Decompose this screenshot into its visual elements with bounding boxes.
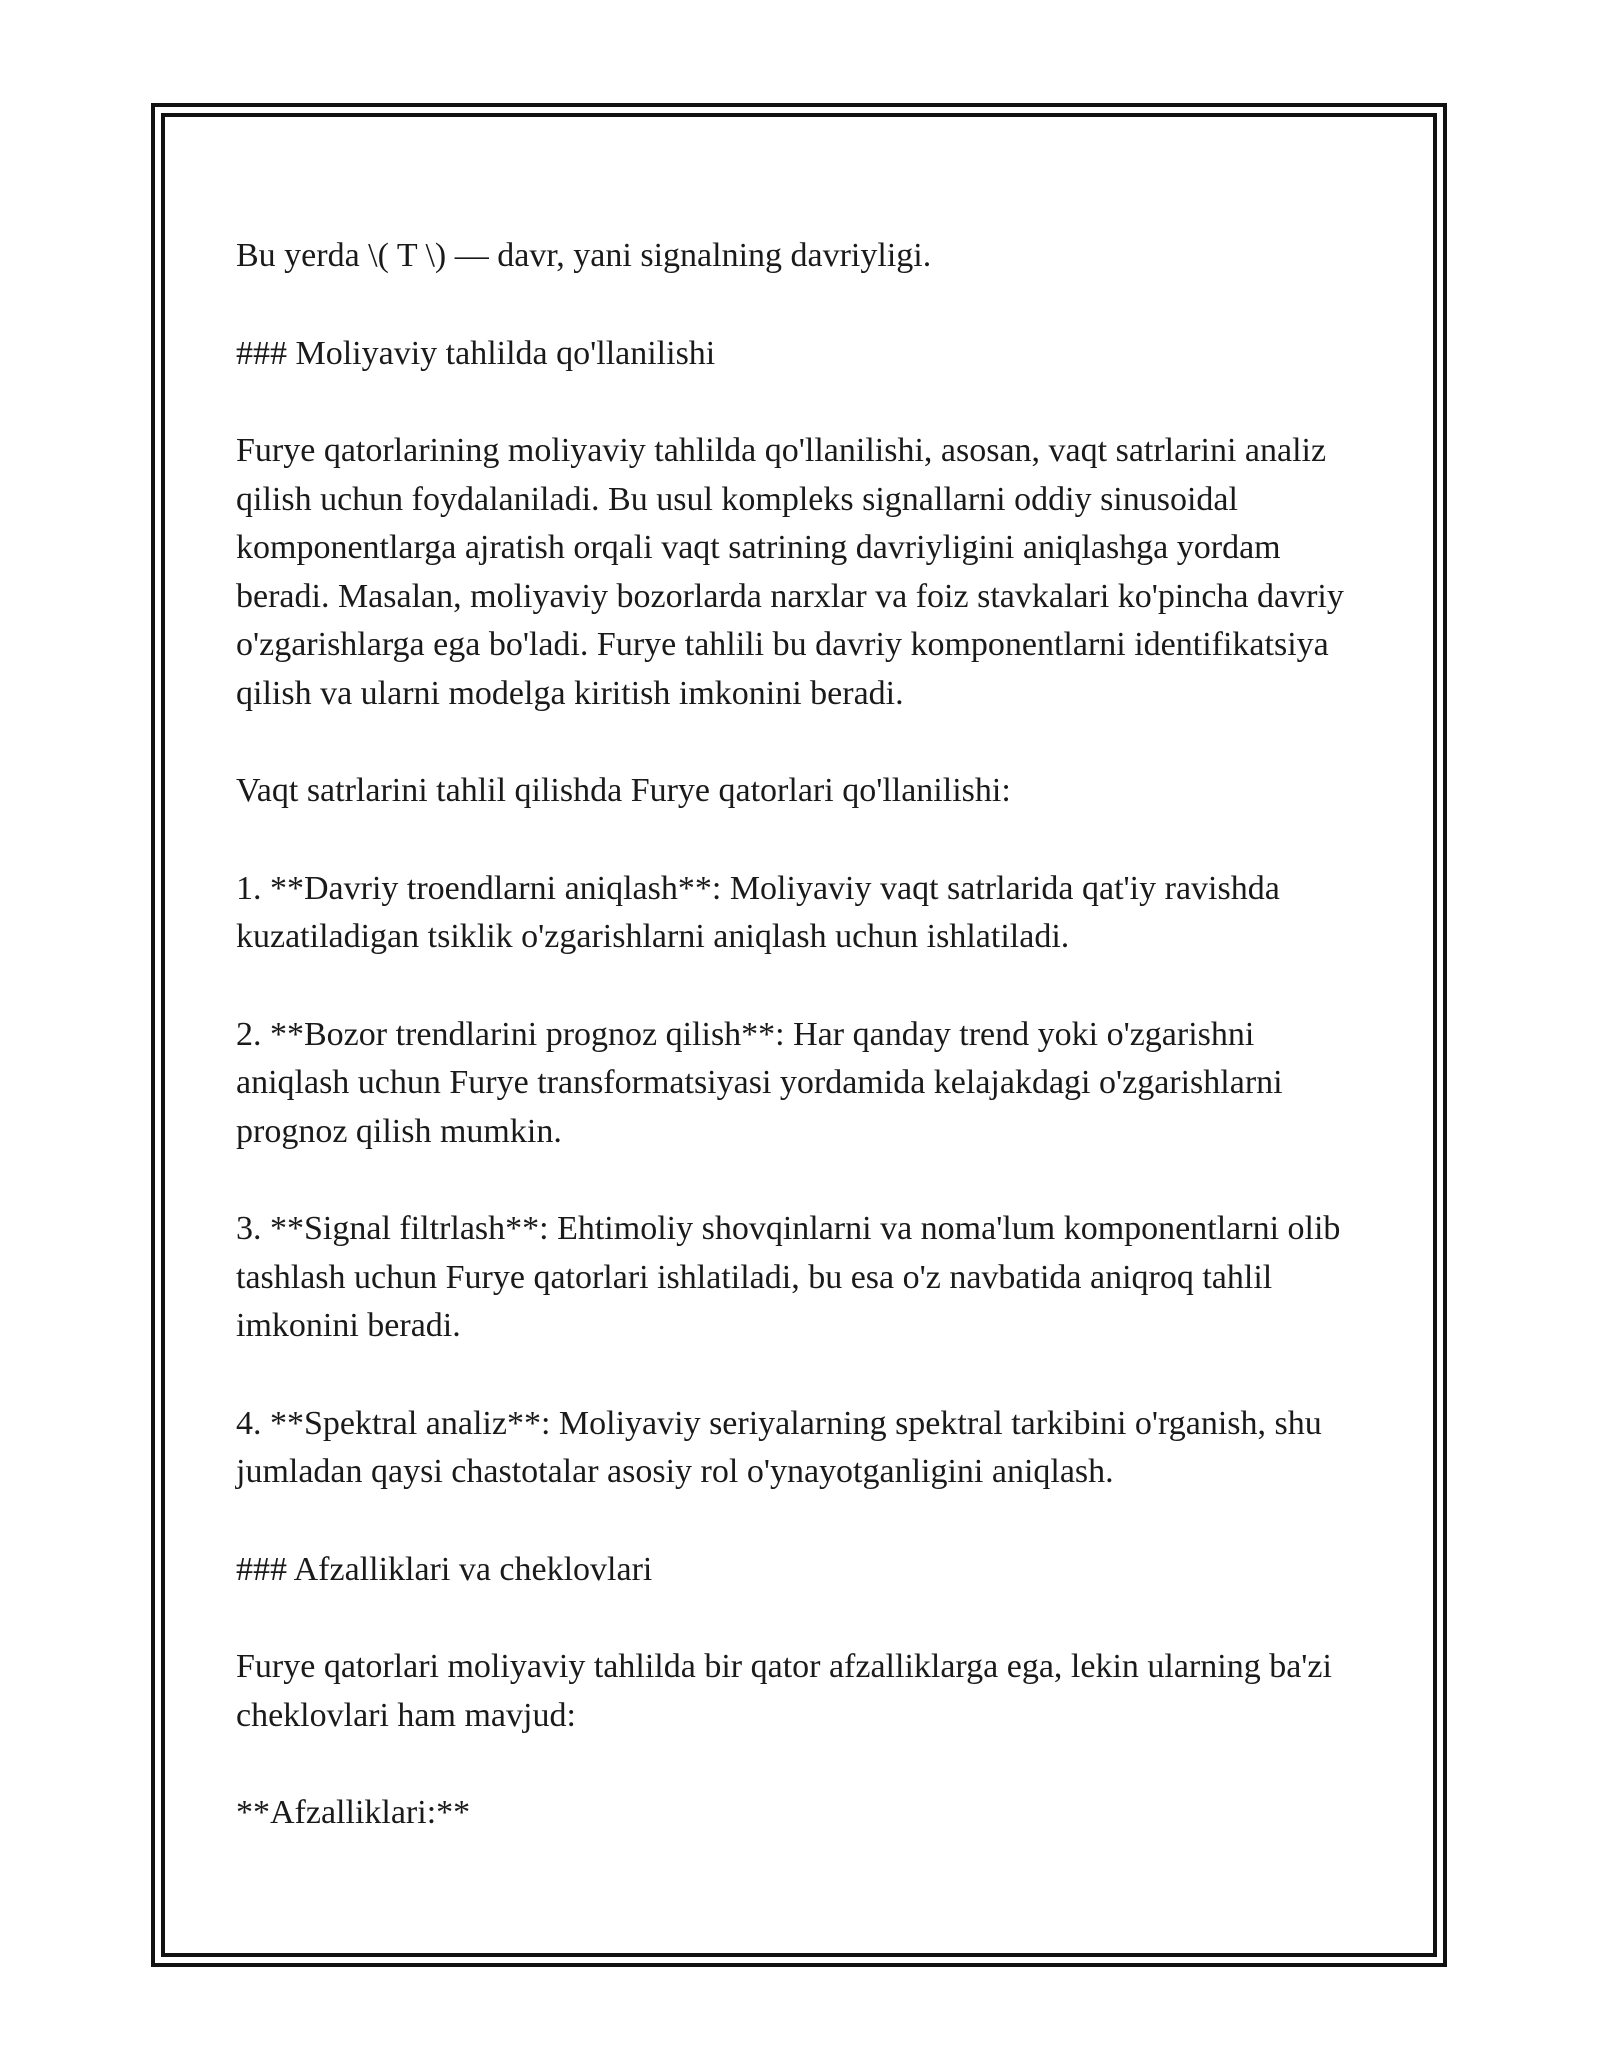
paragraph-time-series-intro: Vaqt satrlarini tahlil qilishda Furye qatorlari qo'llanilishi: — [236, 772, 1011, 809]
heading-financial-application: ### Moliyaviy tahlilda qo'llanilishi — [236, 334, 716, 372]
list-item-1: 1. **Davriy troendlarni aniqlash**: Moliyaviy vaqt satrlarida qat'iy ravishda kuzatiladigan tsiklik o'zgarishlarni aniqlash uchun ishlatiladi. — [236, 869, 1280, 955]
list-item-3: 3. **Signal filtrlash**: Ehtimoliy shovqinlarni va noma'lum komponentlarni olib tashlash uchun Furye qatorlari ishlatiladi, bu esa o'z navbatida aniqroq tahlil imkonini beradi. — [236, 1210, 1341, 1344]
list-item-2: 2. **Bozor trendlarini prognoz qilish**: Har qanday trend yoki o'zgarishni aniqlash uchun Furye transformatsiyasi yordamida kelajakdagi o'zgarishlarni prognoz qilish mumkin. — [236, 1015, 1283, 1150]
paragraph-period-definition: Bu yerda \( T \) — davr, yani signalning davriyligi. — [236, 237, 932, 274]
heading-advantages-limitations: ### Afzalliklari va cheklovlari — [236, 1550, 653, 1588]
document-body — [236, 232, 1366, 1838]
list-item-4: 4. **Spektral analiz**: Moliyaviy seriyalarning spektral tarkibini o'rganish, shu jumladan qaysi chastotalar asosiy rol o'ynayotganligini aniqlash. — [236, 1404, 1322, 1490]
label-advantages: **Afzalliklari:** — [236, 1794, 471, 1831]
paragraph-fourier-in-finance: Furye qatorlarining moliyaviy tahlilda qo'llanilishi, asosan, vaqt satrlarini analiz qilish uchun foydalaniladi. Bu usul kompleks signallarni oddiy sinusoidal komponentlarga ajratish orqali vaqt satrining davriyligini aniqlashga yordam beradi. Masalan, moliyaviy bozorlarda narxlar va foiz stavkalari ko'pincha davriy o'zgarishlarga ega bo'ladi. Furye tahlili bu davriy komponentlarni identifikatsiya qilish va ularni modelga kiritish imkonini beradi. — [236, 432, 1344, 712]
paragraph-advantages-intro: Furye qatorlari moliyaviy tahlilda bir qator afzalliklarga ega, lekin ularning ba'zi cheklovlari ham mavjud: — [236, 1648, 1332, 1734]
